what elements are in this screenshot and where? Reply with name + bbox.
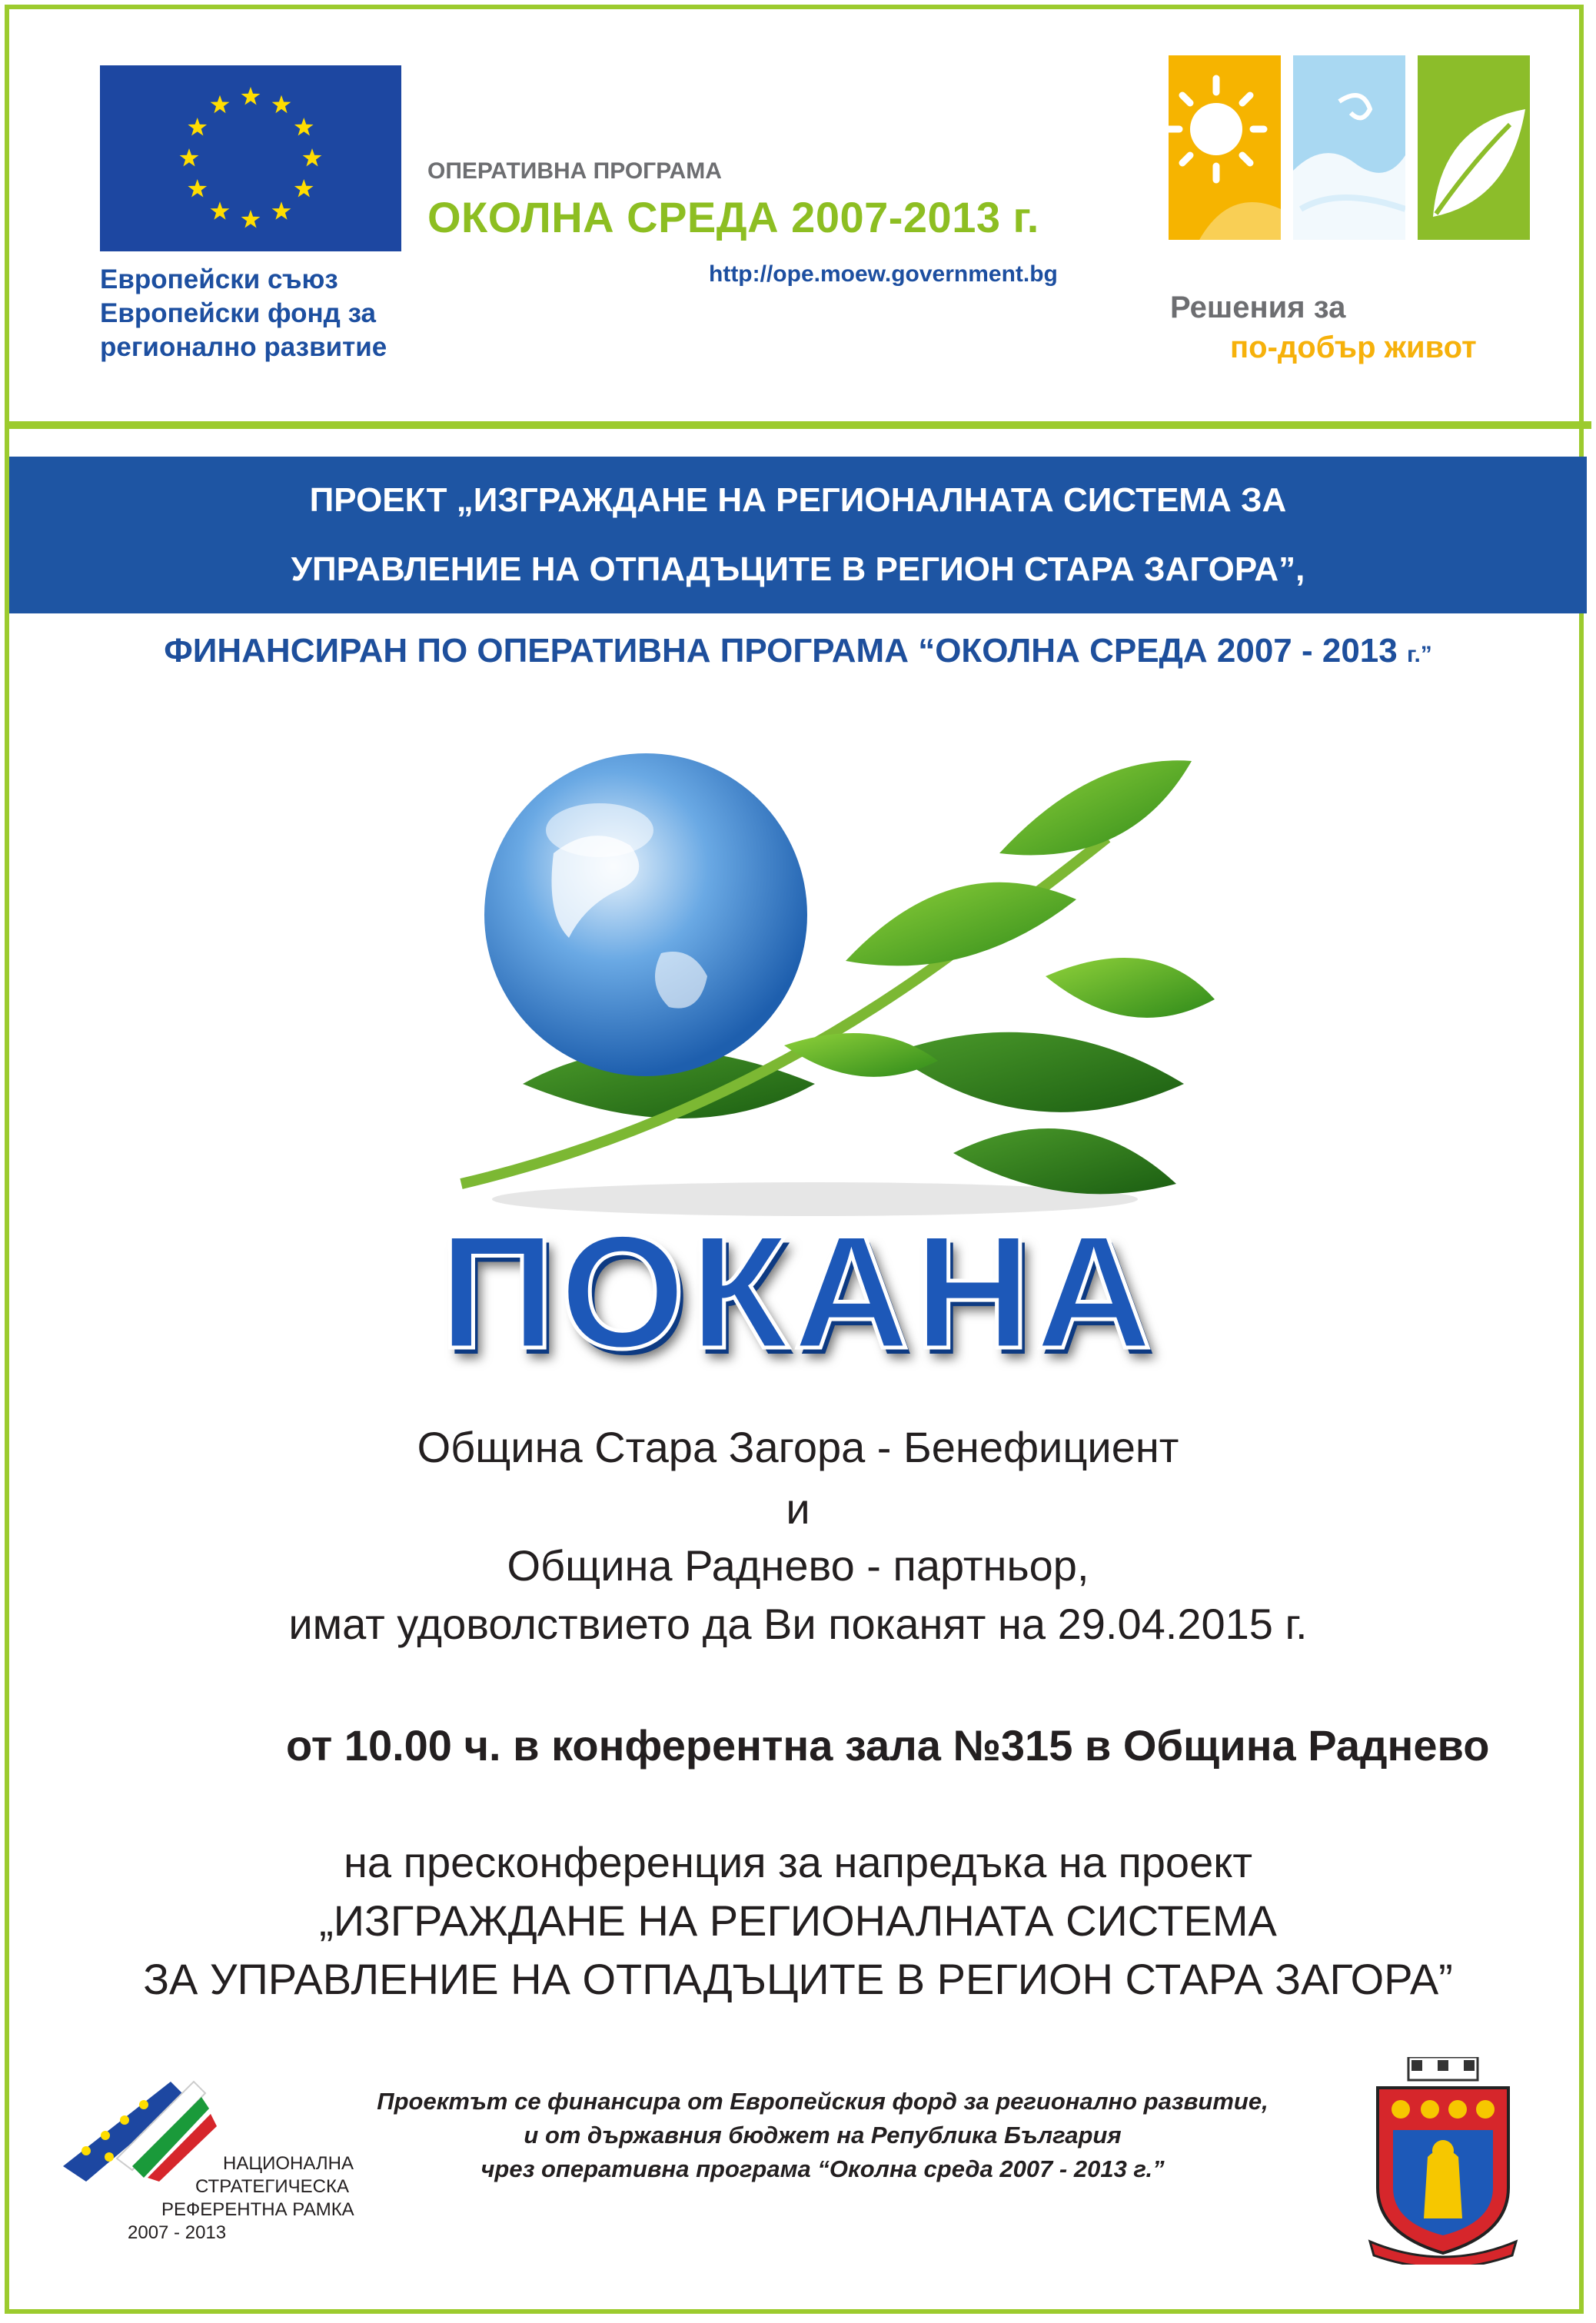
invitation-line: Община Раднево - партньор,	[507, 1541, 1089, 1590]
nsrf-logo-icon	[63, 2066, 217, 2182]
op-title: ОКОЛНА СРЕДА 2007-2013 г.	[427, 193, 1039, 241]
header-divider	[5, 421, 1591, 429]
eu-star-icon	[241, 87, 261, 105]
funding-suffix: г.”	[1406, 642, 1432, 667]
eu-caption-line: регионално развитие	[100, 332, 387, 362]
funding-note-line: чрез оперативна програма “Околна среда 2007 - 2013 г.”	[480, 2155, 1165, 2182]
nsrf-line: РЕФЕРЕНТНА РАМКА	[161, 2199, 354, 2220]
eu-star-icon	[180, 148, 199, 167]
slogan-line2: по-добър живот	[1230, 331, 1477, 364]
funding-text: ФИНАНСИРАН ПО ОПЕРАТИВНА ПРОГРАМА “ОКОЛНА СРЕДА 2007 - 2013	[164, 632, 1398, 670]
nsrf-line: СТРАТЕГИЧЕСКА	[195, 2176, 349, 2197]
slogan-line1: Решения за	[1170, 291, 1346, 324]
invitation-title: ПОКАНА	[439, 1201, 1157, 1382]
event-time-place: от 10.00 ч. в конферентна зала №315 в Община Раднево	[286, 1721, 1490, 1770]
invitation-line: ЗА УПРАВЛЕНИЕ НА ОТПАДЪЦИТЕ В РЕГИОН СТАРА ЗАГОРА”	[143, 1955, 1453, 2003]
project-title-line: ПРОЕКТ „ИЗГРАЖДАНЕ НА РЕГИОНАЛНАТА СИСТЕМА ЗА	[309, 481, 1287, 519]
op-label: ОПЕРАТИВНА ПРОГРАМА	[427, 158, 722, 184]
invitation-line: и	[786, 1484, 810, 1533]
eu-star-icon	[303, 148, 322, 167]
eu-caption	[100, 263, 387, 364]
eu-star-icon	[294, 179, 314, 198]
invitation-line: Община Стара Загора - Бенефициент	[417, 1423, 1179, 1471]
leaf-tile-icon	[1418, 55, 1530, 240]
project-title-band	[9, 457, 1587, 613]
funding-note-line: и от държавния бюджет на Република България	[524, 2122, 1122, 2149]
op-url-link[interactable]: http://ope.moew.government.bg	[709, 261, 1058, 287]
invitation-line: „ИЗГРАЖДАНЕ НА РЕГИОНАЛНАТА СИСТЕМА	[319, 1896, 1277, 1945]
eu-star-icon	[272, 201, 291, 220]
eu-star-icon	[211, 201, 230, 220]
funding-line	[0, 632, 1596, 670]
water-tile-icon	[1293, 55, 1405, 240]
eu-flag-icon	[100, 65, 401, 251]
eu-star-icon	[188, 179, 207, 198]
invitation-line: имат удоволствието да Ви поканят на 29.04.2015 г.	[288, 1600, 1308, 1648]
invitation-line: на пресконференция за напредъка на проект	[344, 1838, 1252, 1886]
nsrf-line: НАЦИОНАЛНА	[223, 2153, 354, 2174]
nsrf-line: 2007 - 2013	[128, 2222, 227, 2243]
program-logo	[1169, 55, 1530, 240]
eu-caption-line: Европейски съюз	[100, 264, 338, 294]
project-title-line: УПРАВЛЕНИЕ НА ОТПАДЪЦИТЕ В РЕГИОН СТАРА ЗАГОРА”,	[291, 550, 1305, 588]
municipal-crest-icon	[1362, 2057, 1524, 2265]
globe-leaves-illustration	[415, 723, 1230, 1230]
eu-star-icon	[188, 118, 207, 136]
eu-caption-line: Европейски фонд за	[100, 298, 376, 328]
funding-note-line: Проектът се финансира от Европейския форд за регионално развитие,	[377, 2088, 1268, 2115]
eu-star-icon	[211, 95, 230, 114]
funding-note	[331, 2085, 1315, 2186]
eu-star-icon	[294, 118, 314, 136]
eu-star-icon	[272, 95, 291, 114]
sun-tile-icon	[1169, 55, 1281, 240]
eu-star-icon	[241, 210, 261, 228]
